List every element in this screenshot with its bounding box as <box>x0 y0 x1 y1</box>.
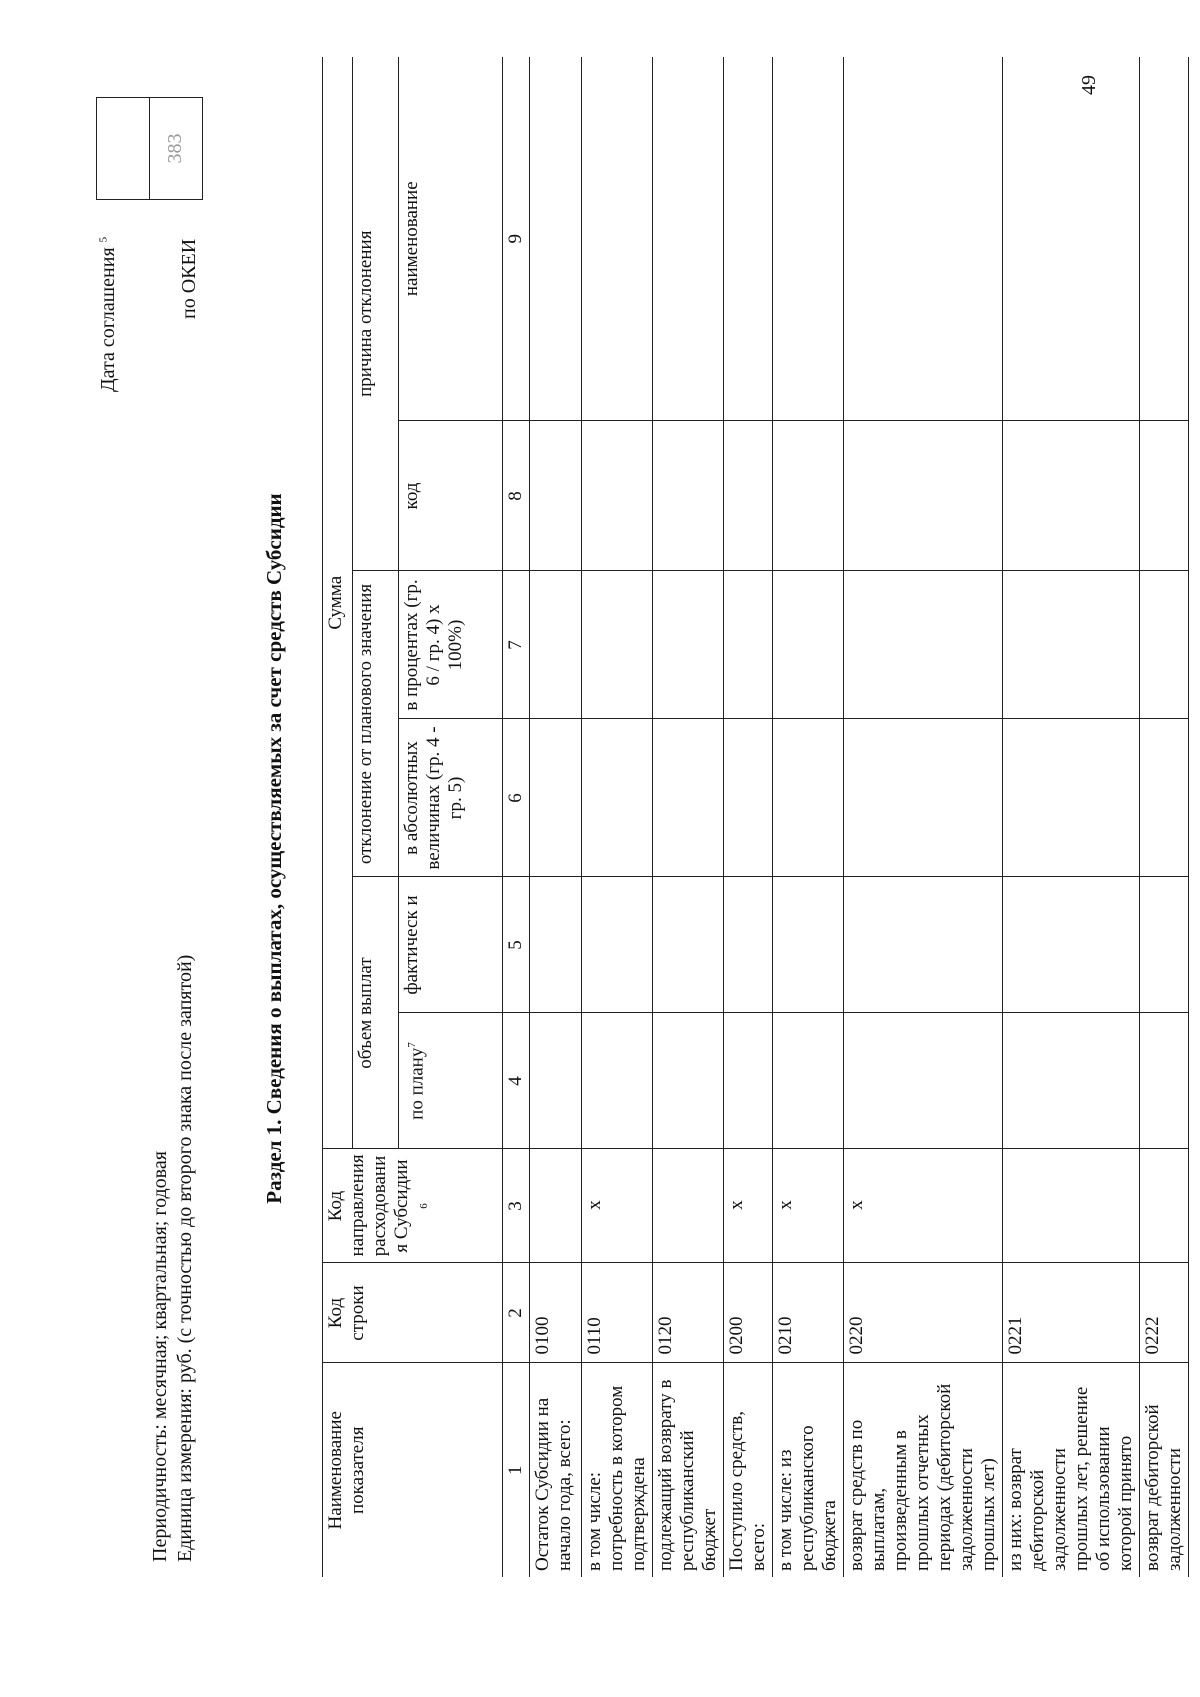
row-code: 0210 <box>773 1263 844 1363</box>
column-number: 2 <box>503 1263 530 1363</box>
header-plan: по плану$^7$ <box>399 1013 503 1149</box>
table-row <box>773 57 844 1577</box>
value-cell <box>653 57 724 421</box>
value-cell <box>653 421 724 571</box>
value-cell <box>1003 1013 1140 1149</box>
value-cell <box>530 421 582 571</box>
value-cell <box>1140 719 1189 877</box>
header-name: Наименование показателя <box>323 1363 503 1577</box>
value-cell <box>844 719 1003 877</box>
row-name: из них: возврат дебиторской задолженности прошлых лет, решение об использовании которой принято <box>1003 1363 1140 1577</box>
value-cell <box>653 1013 724 1149</box>
value-cell <box>773 1013 844 1149</box>
table-row <box>582 57 653 1577</box>
column-number: 4 <box>503 1013 530 1149</box>
header-direction-code: Код направления расходовани я Субсидии $^6$ <box>323 1149 503 1263</box>
header-deviation: отклонение от планового значения <box>353 571 399 877</box>
unit-text: Единица измерения: руб. (с точностью до второго знака после запятой) <box>174 954 196 1562</box>
form-header-block <box>148 955 198 1562</box>
okei-code: 383 <box>164 133 187 164</box>
value-cell <box>724 877 773 1013</box>
value-cell <box>582 571 653 719</box>
column-number: 7 <box>503 571 530 719</box>
value-cell <box>653 719 724 877</box>
row-code: 0120 <box>653 1263 724 1363</box>
table-row <box>530 57 582 1577</box>
value-cell <box>724 719 773 877</box>
direction-code: x <box>724 1149 773 1263</box>
row-name: в том числе: потребность в котором подтверждена <box>582 1363 653 1577</box>
value-cell <box>530 1013 582 1149</box>
value-cell <box>724 421 773 571</box>
table-row <box>1140 57 1189 1577</box>
row-code: 0200 <box>724 1263 773 1363</box>
row-name: Поступило средств, всего: <box>724 1363 773 1577</box>
column-number: 5 <box>503 877 530 1013</box>
page-number: 49 <box>1078 75 1100 95</box>
table-row <box>1003 57 1140 1577</box>
header-reason-code: код <box>399 421 503 571</box>
table-row <box>653 57 724 1577</box>
value-cell <box>1003 571 1140 719</box>
table-row <box>844 57 1003 1577</box>
direction-code: x <box>773 1149 844 1263</box>
value-cell <box>582 877 653 1013</box>
header-abs: в абсолютных величинах (гр. 4 - гр. 5) <box>399 719 503 877</box>
section-title: Раздел 1. Сведения о выплатах, осуществляемых за счет средств Субсидии <box>262 493 286 1204</box>
value-cell <box>844 877 1003 1013</box>
header-fact: фактическ и <box>399 877 503 1013</box>
column-number: 3 <box>503 1149 530 1263</box>
value-cell <box>1003 421 1140 571</box>
footnote-marker: 5 <box>97 236 110 243</box>
value-cell <box>582 1013 653 1149</box>
value-cell <box>530 571 582 719</box>
value-cell <box>773 421 844 571</box>
value-cell <box>653 877 724 1013</box>
value-cell <box>1140 877 1189 1013</box>
row-name: в том числе: из республиканского бюджета <box>773 1363 844 1577</box>
direction-code: x <box>844 1149 1003 1263</box>
header-pct: в процентах (гр. 6 / гр. 4) x 100%) <box>399 571 503 719</box>
value-cell <box>1140 421 1189 571</box>
value-cell <box>530 719 582 877</box>
row-code: 0222 <box>1140 1263 1189 1363</box>
value-cell <box>773 719 844 877</box>
value-cell <box>582 421 653 571</box>
header-reason: причина отклонения <box>353 57 399 571</box>
row-code: 0100 <box>530 1263 582 1363</box>
agreement-date-value <box>97 98 150 199</box>
payments-table <box>322 57 1189 1577</box>
value-cell <box>582 719 653 877</box>
value-cell <box>724 1013 773 1149</box>
agreement-date-label: Дата соглашения $^5$ <box>97 236 119 392</box>
periodicity-text: Периодичность: месячная; квартальная; годовая <box>149 1151 171 1562</box>
row-code: 0220 <box>844 1263 1003 1363</box>
value-cell <box>653 571 724 719</box>
value-cell <box>724 571 773 719</box>
column-number: 8 <box>503 421 530 571</box>
value-cell <box>773 57 844 421</box>
value-cell <box>1003 719 1140 877</box>
value-cell <box>530 877 582 1013</box>
value-cell <box>844 571 1003 719</box>
value-cell <box>773 571 844 719</box>
table-row <box>724 57 773 1577</box>
direction-code <box>530 1149 582 1263</box>
value-cell <box>582 57 653 421</box>
value-cell <box>1003 877 1140 1013</box>
row-name: подлежащий возврату в республиканский бюджет <box>653 1363 724 1577</box>
row-code: 0221 <box>1003 1263 1140 1363</box>
column-number: 1 <box>503 1363 530 1577</box>
column-number: 6 <box>503 719 530 877</box>
value-cell <box>773 877 844 1013</box>
value-cell <box>724 57 773 421</box>
value-cell <box>844 421 1003 571</box>
header-amount: Сумма <box>323 57 353 1149</box>
okei-label: по ОКЕИ <box>178 238 200 319</box>
value-cell <box>1140 571 1189 719</box>
header-reason-name: наименование <box>399 57 503 421</box>
direction-code: x <box>582 1149 653 1263</box>
code-box <box>96 97 203 200</box>
column-numbers-row <box>503 57 530 1577</box>
value-cell <box>1003 57 1140 421</box>
value-cell <box>844 57 1003 421</box>
row-name: Остаток Субсидии на начало года, всего: <box>530 1363 582 1577</box>
column-number: 9 <box>503 57 530 421</box>
direction-code <box>1003 1149 1140 1263</box>
row-name: возврат дебиторской задолженности <box>1140 1363 1189 1577</box>
direction-code <box>1140 1149 1189 1263</box>
value-cell <box>844 1013 1003 1149</box>
direction-code <box>653 1149 724 1263</box>
header-row-code: Код строки <box>323 1263 503 1363</box>
value-cell <box>1140 57 1189 421</box>
header-volume: объем выплат <box>353 877 399 1149</box>
row-name: возврат средств по выплатам, произведенным в прошлых отчетных периодах (дебиторской задолженности прошлых лет) <box>844 1363 1003 1577</box>
value-cell <box>530 57 582 421</box>
row-code: 0110 <box>582 1263 653 1363</box>
value-cell <box>1140 1013 1189 1149</box>
